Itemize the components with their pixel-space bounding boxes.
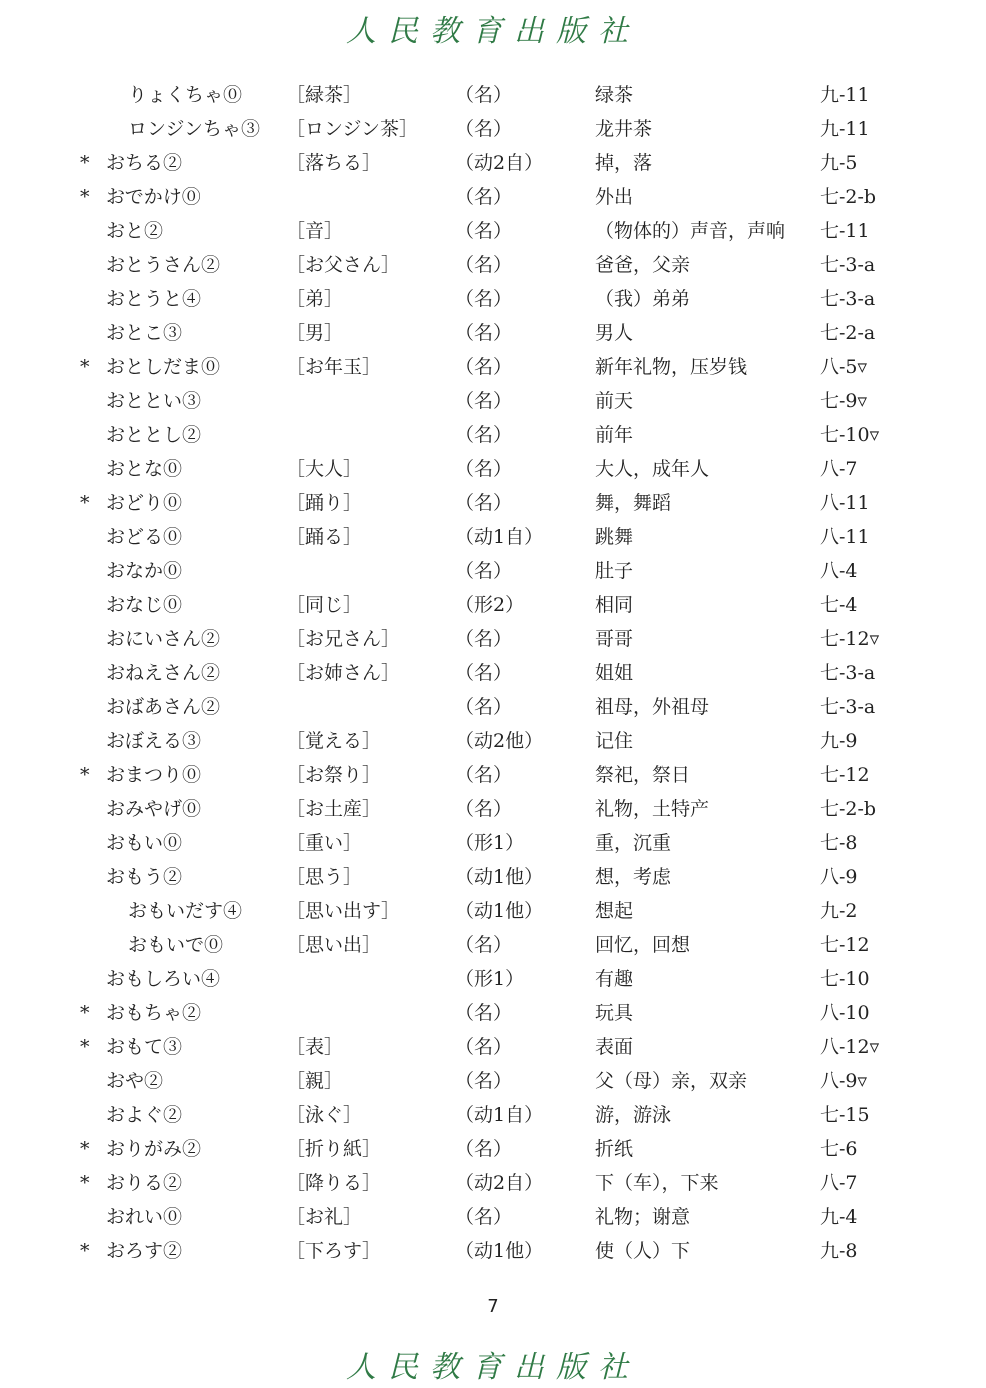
new-word-marker: * (80, 764, 90, 786)
entry-kanji: ［お父さん］ (286, 254, 401, 276)
entry-reading: おねえさん② (106, 662, 221, 684)
entry-reading: おちる② (106, 152, 183, 174)
entry-reading: ロンジンちゃ③ (128, 118, 261, 140)
entry-reading: おもいだす④ (128, 900, 243, 922)
vocab-entry (0, 1200, 986, 1234)
new-word-marker: * (80, 186, 90, 208)
entry-kanji: ［思う］ (286, 866, 363, 888)
entry-meaning: 绿茶 (595, 84, 634, 106)
publisher-logo-bottom: 人民教育出版社 (346, 1350, 640, 1385)
vocab-entry (0, 486, 986, 520)
entry-kanji: ［弟］ (286, 288, 344, 310)
vocab-entry (0, 588, 986, 622)
entry-lesson: 七-3-a (820, 288, 876, 310)
publisher-logo-top: 人民教育出版社 (346, 14, 640, 49)
entry-kanji: ［思い出す］ (286, 900, 401, 922)
entry-reading: おと② (106, 220, 164, 242)
vocab-entry (0, 622, 986, 656)
entry-meaning: （物体的）声音，声响 (595, 220, 786, 242)
entry-kanji: ［思い出］ (286, 934, 382, 956)
vocab-entry (0, 350, 986, 384)
vocab-entry (0, 180, 986, 214)
entry-lesson: 九-8 (820, 1240, 858, 1262)
entry-kanji: ［お姉さん］ (286, 662, 401, 684)
entry-lesson: 七-10 (820, 968, 870, 990)
entry-lesson: 七-3-a (820, 696, 876, 718)
entry-reading: おとこ③ (106, 322, 183, 344)
entry-part-of-speech: （动1自） (455, 526, 544, 548)
vocab-entry (0, 962, 986, 996)
vocab-entry (0, 690, 986, 724)
vocab-entry (0, 78, 986, 112)
entry-kanji: ［踊る］ (286, 526, 363, 548)
new-word-marker: * (80, 1240, 90, 1262)
entry-lesson: 八-11 (820, 526, 870, 548)
entry-reading: おとうさん② (106, 254, 221, 276)
entry-meaning: 前天 (595, 390, 634, 412)
entry-meaning: 玩具 (595, 1002, 634, 1024)
entry-part-of-speech: （名） (455, 458, 513, 480)
entry-meaning: 哥哥 (595, 628, 634, 650)
entry-reading: おもう② (106, 866, 183, 888)
entry-kanji: ［落ちる］ (286, 152, 382, 174)
entry-reading: おばあさん② (106, 696, 221, 718)
entry-meaning: 回忆，回想 (595, 934, 691, 956)
entry-meaning: 礼物，土特产 (595, 798, 710, 820)
vocab-entry (0, 384, 986, 418)
vocab-entry (0, 928, 986, 962)
entry-lesson: 八-9 (820, 866, 858, 888)
entry-reading: おみやげ⓪ (106, 798, 202, 820)
entry-lesson: 七-12 (820, 934, 870, 956)
entry-reading: おもいで⓪ (128, 934, 224, 956)
entry-meaning: 重，沉重 (595, 832, 672, 854)
entry-part-of-speech: （名） (455, 390, 513, 412)
entry-lesson: 七-10▿ (820, 424, 880, 446)
entry-part-of-speech: （名） (455, 288, 513, 310)
entry-meaning: 父（母）亲，双亲 (595, 1070, 748, 1092)
vocab-entry (0, 452, 986, 486)
entry-lesson: 九-5 (820, 152, 858, 174)
entry-meaning: 舞，舞蹈 (595, 492, 672, 514)
entry-kanji: ［折り紙］ (286, 1138, 382, 1160)
entry-lesson: 七-11 (820, 220, 870, 242)
page-number: 7 (487, 1296, 499, 1317)
entry-reading: おまつり⓪ (106, 764, 202, 786)
entry-part-of-speech: （动2自） (455, 1172, 544, 1194)
entry-lesson: 七-6 (820, 1138, 858, 1160)
entry-kanji: ［男］ (286, 322, 344, 344)
entry-meaning: 肚子 (595, 560, 634, 582)
entry-reading: りょくちゃ⓪ (128, 84, 243, 106)
entry-lesson: 八-7 (820, 1172, 858, 1194)
vocab-entry (0, 1234, 986, 1268)
entry-part-of-speech: （名） (455, 186, 513, 208)
entry-kanji: ［お年玉］ (286, 356, 382, 378)
entry-reading: おとな⓪ (106, 458, 183, 480)
vocab-entry (0, 1166, 986, 1200)
entry-meaning: 跳舞 (595, 526, 634, 548)
vocabulary-list (0, 78, 986, 1268)
entry-part-of-speech: （名） (455, 322, 513, 344)
entry-meaning: 下（车），下来 (595, 1172, 719, 1194)
entry-lesson: 八-11 (820, 492, 870, 514)
entry-meaning: 外出 (595, 186, 634, 208)
vocab-entry (0, 1064, 986, 1098)
entry-reading: おもちゃ② (106, 1002, 202, 1024)
entry-part-of-speech: （动1自） (455, 1104, 544, 1126)
entry-kanji: ［表］ (286, 1036, 344, 1058)
entry-lesson: 七-12 (820, 764, 870, 786)
entry-reading: おぼえる③ (106, 730, 202, 752)
vocab-entry (0, 996, 986, 1030)
entry-part-of-speech: （名） (455, 356, 513, 378)
entry-reading: おろす② (106, 1240, 183, 1262)
entry-part-of-speech: （名） (455, 560, 513, 582)
entry-reading: おにいさん② (106, 628, 221, 650)
entry-reading: おとうと④ (106, 288, 202, 310)
entry-kanji: ［踊り］ (286, 492, 363, 514)
entry-kanji: ［同じ］ (286, 594, 363, 616)
entry-meaning: 有趣 (595, 968, 634, 990)
entry-lesson: 七-2-a (820, 322, 876, 344)
entry-lesson: 七-15 (820, 1104, 870, 1126)
entry-part-of-speech: （名） (455, 1036, 513, 1058)
entry-meaning: 姐姐 (595, 662, 634, 684)
entry-part-of-speech: （名） (455, 696, 513, 718)
entry-kanji: ［お兄さん］ (286, 628, 401, 650)
entry-reading: おもて③ (106, 1036, 183, 1058)
entry-meaning: 游，游泳 (595, 1104, 672, 1126)
entry-meaning: 大人，成年人 (595, 458, 710, 480)
entry-kanji: ［下ろす］ (286, 1240, 382, 1262)
entry-lesson: 八-4 (820, 560, 858, 582)
entry-lesson: 七-2-b (820, 186, 877, 208)
entry-part-of-speech: （形1） (455, 968, 525, 990)
entry-lesson: 八-9▿ (820, 1070, 868, 1092)
entry-reading: おどり⓪ (106, 492, 183, 514)
entry-meaning: 想，考虑 (595, 866, 672, 888)
entry-part-of-speech: （名） (455, 764, 513, 786)
entry-reading: おりる② (106, 1172, 183, 1194)
entry-meaning: 记住 (595, 730, 634, 752)
entry-meaning: 使（人）下 (595, 1240, 691, 1262)
entry-part-of-speech: （动1他） (455, 1240, 544, 1262)
entry-part-of-speech: （名） (455, 254, 513, 276)
vocab-entry (0, 418, 986, 452)
entry-part-of-speech: （动1他） (455, 900, 544, 922)
entry-part-of-speech: （形1） (455, 832, 525, 854)
vocab-entry (0, 894, 986, 928)
vocab-entry (0, 316, 986, 350)
vocab-entry (0, 214, 986, 248)
entry-part-of-speech: （名） (455, 1002, 513, 1024)
vocab-entry (0, 520, 986, 554)
entry-part-of-speech: （动2他） (455, 730, 544, 752)
entry-kanji: ［大人］ (286, 458, 363, 480)
entry-kanji: ［親］ (286, 1070, 344, 1092)
entry-part-of-speech: （形2） (455, 594, 525, 616)
entry-meaning: 新年礼物，压岁钱 (595, 356, 748, 378)
entry-meaning: 掉，落 (595, 152, 653, 174)
entry-part-of-speech: （名） (455, 662, 513, 684)
entry-kanji: ［泳ぐ］ (286, 1104, 363, 1126)
entry-reading: おもしろい④ (106, 968, 221, 990)
vocab-entry (0, 860, 986, 894)
entry-reading: おどる⓪ (106, 526, 183, 548)
entry-meaning: 相同 (595, 594, 634, 616)
vocab-entry (0, 146, 986, 180)
entry-kanji: ［降りる］ (286, 1172, 382, 1194)
entry-reading: おりがみ② (106, 1138, 202, 1160)
vocab-entry (0, 1132, 986, 1166)
entry-kanji: ［緑茶］ (286, 84, 363, 106)
vocab-entry (0, 248, 986, 282)
entry-part-of-speech: （名） (455, 628, 513, 650)
entry-meaning: 祖母，外祖母 (595, 696, 710, 718)
entry-lesson: 八-12▿ (820, 1036, 880, 1058)
vocab-entry (0, 792, 986, 826)
entry-lesson: 八-10 (820, 1002, 870, 1024)
entry-reading: おととい③ (106, 390, 202, 412)
entry-meaning: （我）弟弟 (595, 288, 691, 310)
entry-part-of-speech: （名） (455, 118, 513, 140)
entry-kanji: ［お土産］ (286, 798, 382, 820)
new-word-marker: * (80, 1002, 90, 1024)
entry-lesson: 七-3-a (820, 254, 876, 276)
new-word-marker: * (80, 356, 90, 378)
new-word-marker: * (80, 1172, 90, 1194)
entry-reading: おれい⓪ (106, 1206, 183, 1228)
entry-lesson: 七-3-a (820, 662, 876, 684)
new-word-marker: * (80, 152, 90, 174)
entry-part-of-speech: （动1他） (455, 866, 544, 888)
entry-kanji: ［覚える］ (286, 730, 382, 752)
vocab-entry (0, 282, 986, 316)
entry-part-of-speech: （名） (455, 1206, 513, 1228)
entry-meaning: 前年 (595, 424, 634, 446)
entry-lesson: 七-2-b (820, 798, 877, 820)
entry-meaning: 礼物；谢意 (595, 1206, 691, 1228)
entry-kanji: ［ロンジン茶］ (286, 118, 419, 140)
entry-meaning: 折纸 (595, 1138, 634, 1160)
entry-part-of-speech: （名） (455, 798, 513, 820)
entry-kanji: ［音］ (286, 220, 344, 242)
entry-reading: おなじ⓪ (106, 594, 183, 616)
entry-meaning: 男人 (595, 322, 634, 344)
entry-meaning: 爸爸，父亲 (595, 254, 691, 276)
entry-reading: おでかけ⓪ (106, 186, 201, 208)
entry-lesson: 八-7 (820, 458, 858, 480)
entry-part-of-speech: （名） (455, 84, 513, 106)
entry-lesson: 九-4 (820, 1206, 858, 1228)
entry-lesson: 七-12▿ (820, 628, 880, 650)
entry-meaning: 表面 (595, 1036, 634, 1058)
entry-lesson: 七-4 (820, 594, 858, 616)
entry-kanji: ［重い］ (286, 832, 363, 854)
vocab-entry (0, 656, 986, 690)
entry-meaning: 祭祀，祭日 (595, 764, 691, 786)
entry-part-of-speech: （名） (455, 1070, 513, 1092)
entry-part-of-speech: （名） (455, 1138, 513, 1160)
entry-part-of-speech: （名） (455, 220, 513, 242)
new-word-marker: * (80, 492, 90, 514)
entry-reading: おもい⓪ (106, 832, 183, 854)
vocab-entry (0, 826, 986, 860)
vocab-entry (0, 554, 986, 588)
entry-part-of-speech: （动2自） (455, 152, 544, 174)
entry-lesson: 九-11 (820, 118, 870, 140)
entry-part-of-speech: （名） (455, 934, 513, 956)
vocab-entry (0, 1030, 986, 1064)
entry-lesson: 九-11 (820, 84, 870, 106)
entry-reading: およぐ② (106, 1104, 183, 1126)
vocab-entry (0, 1098, 986, 1132)
entry-meaning: 龙井茶 (595, 118, 653, 140)
entry-lesson: 九-9 (820, 730, 858, 752)
entry-meaning: 想起 (595, 900, 634, 922)
entry-part-of-speech: （名） (455, 424, 513, 446)
entry-reading: おとしだま⓪ (106, 356, 221, 378)
entry-lesson: 九-2 (820, 900, 858, 922)
entry-reading: おなか⓪ (106, 560, 183, 582)
entry-kanji: ［お礼］ (286, 1206, 363, 1228)
entry-reading: おととし② (106, 424, 202, 446)
entry-part-of-speech: （名） (455, 492, 513, 514)
entry-lesson: 七-8 (820, 832, 858, 854)
entry-reading: おや② (106, 1070, 164, 1092)
vocab-entry (0, 112, 986, 146)
new-word-marker: * (80, 1036, 90, 1058)
entry-lesson: 七-9▿ (820, 390, 868, 412)
entry-kanji: ［お祭り］ (286, 764, 382, 786)
entry-lesson: 八-5▿ (820, 356, 868, 378)
new-word-marker: * (80, 1138, 90, 1160)
vocab-entry (0, 724, 986, 758)
vocab-entry (0, 758, 986, 792)
